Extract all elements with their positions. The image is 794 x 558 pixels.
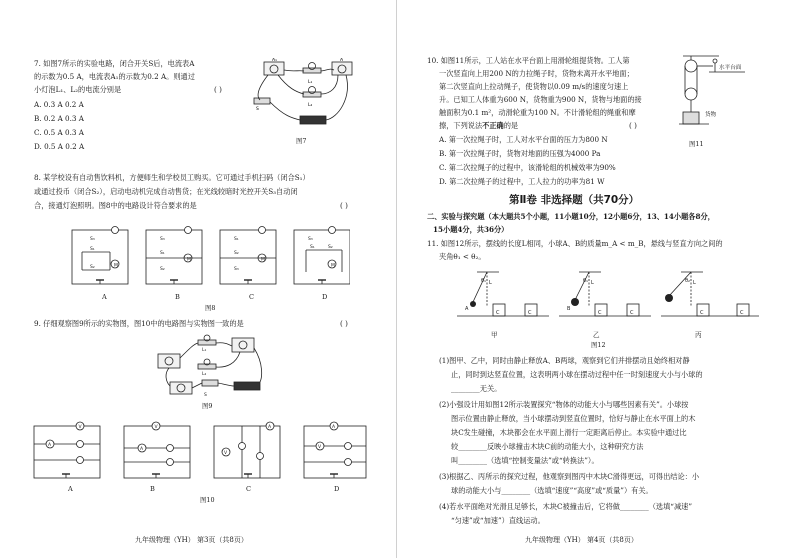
figure-10-circuits bbox=[30, 420, 370, 486]
figure-7-caption: 图7 bbox=[296, 137, 307, 145]
svg-text:L₁: L₁ bbox=[202, 348, 207, 353]
svg-text:C: C bbox=[496, 310, 500, 316]
q11-stem-line-2: 夹角θ₁ < θ₂。 bbox=[439, 252, 486, 261]
q11-part4-line-2: “匀速”或“加速”）直线运动。 bbox=[451, 516, 545, 525]
q11-part1-line-2: 止，同时到达竖直位置，这表明两小球在摆动过程中任一时刻速度大小与小球的 bbox=[451, 370, 703, 379]
q7-option-d: D. 0.5 A 0.2 A bbox=[34, 142, 85, 151]
svg-text:S₂: S₂ bbox=[90, 265, 95, 270]
figure-11-caption: 图11 bbox=[689, 140, 704, 148]
figure-10-caption: 图10 bbox=[200, 496, 215, 504]
figure-10-label-a: A bbox=[68, 485, 73, 493]
right-page bbox=[397, 0, 794, 558]
svg-text:A: A bbox=[268, 425, 272, 430]
figure-8-circuits bbox=[70, 224, 350, 294]
figure-12-label-yi: 乙 bbox=[593, 331, 600, 339]
svg-text:S₃: S₃ bbox=[160, 237, 165, 242]
figure-9-circuit bbox=[150, 334, 270, 402]
figure-8-label-d: D bbox=[322, 293, 328, 301]
figure-8-caption: 图8 bbox=[205, 304, 216, 312]
svg-text:C: C bbox=[598, 310, 602, 316]
q7-stem-line-1: 7. 如图7所示的实验电路，闭合开关S后，电流表A bbox=[34, 59, 195, 68]
svg-text:L: L bbox=[489, 280, 492, 286]
svg-text:S₃: S₃ bbox=[308, 237, 313, 242]
q11-part2-line-5: 叫________（选填“控制变量法”或“转换法”）。 bbox=[451, 456, 599, 465]
q11-part1-line-1: (1)图甲、乙中，同时由静止释放A、B两球，观察到它们并排摆动且始终相对静 bbox=[439, 356, 690, 365]
q10-stem-line-2: 一次竖直向上用200 N的力拉绳子时，货物未离开水平地面； bbox=[439, 69, 634, 78]
svg-text:A: A bbox=[465, 306, 469, 312]
figure-10-label-b: B bbox=[150, 485, 155, 493]
figure-12-caption: 图12 bbox=[591, 341, 606, 349]
q10-option-c: C. 第二次拉绳子的过程中，该滑轮组的机械效率为90% bbox=[439, 163, 616, 172]
figure-10-label-c: C bbox=[246, 485, 252, 493]
q10-stem-line-1: 10. 如图11所示，工人站在水平台面上用滑轮组提货物。工人第 bbox=[427, 56, 630, 65]
svg-text:S₂: S₂ bbox=[234, 251, 239, 256]
q11-stem-line-1: 11. 如图12所示，摆线的长度L相同，小球A、B的质量m_A < m_B，悬线与竖直方向之间的 bbox=[427, 239, 723, 248]
figure-10-label-d: D bbox=[334, 485, 340, 493]
svg-text:S₁: S₁ bbox=[310, 245, 315, 250]
q8-stem-line-3: 合，接通灯泡照明。图8中的电路设计符合要求的是 bbox=[34, 201, 197, 210]
part-2-desc: （本大题共5个小题，11小题10分，12小题6分，13、14小题各8分， bbox=[484, 212, 715, 221]
q11-part2-line-2: 图示位置由静止释放，当小球摆动到竖直位置时，恰好与静止在水平面上的木 bbox=[451, 414, 696, 423]
q7-stem-line-3: 小灯泡L₁、L₂的电流分别是 bbox=[34, 85, 122, 94]
q10-stem-line-3: 第二次竖直向上拉动绳子，使货物以0.09 m/s的速度匀速上 bbox=[439, 82, 629, 91]
svg-text:S₁: S₁ bbox=[160, 251, 165, 256]
q8-stem-line-2: 或通过投币（闭合S₂），启动电动机完成自动售货；在光线较暗时光控开关S₃自动闭 bbox=[34, 187, 298, 196]
section-2-title: 第Ⅱ卷 非选择题（共70分） bbox=[509, 194, 640, 206]
q7-stem-line-2: 的示数为0.5 A，电流表A₁的示数为0.2 A。则通过 bbox=[34, 72, 195, 81]
svg-text:V: V bbox=[154, 425, 158, 430]
figure-7-circuit bbox=[248, 58, 360, 136]
svg-text:θ₁: θ₁ bbox=[583, 278, 589, 284]
figure-8-label-b: B bbox=[175, 293, 180, 301]
svg-text:L₁: L₁ bbox=[308, 80, 313, 85]
svg-text:C: C bbox=[740, 310, 744, 316]
svg-text:S₃: S₃ bbox=[90, 237, 95, 242]
svg-text:A: A bbox=[340, 58, 344, 63]
q10-stem-line-6 bbox=[439, 120, 518, 131]
figure-11-goods-label: 货物 bbox=[705, 112, 717, 118]
q7-answer-bracket: ( ) bbox=[214, 85, 222, 94]
q11-part4-line-1: (4)若水平面绝对光滑且足够长，木块C被撞击后，它将做________（选填“减速” bbox=[439, 502, 693, 511]
svg-text:B: B bbox=[567, 306, 571, 312]
svg-text:S₁: S₁ bbox=[234, 237, 239, 242]
svg-text:S₂: S₂ bbox=[328, 245, 333, 250]
part-2-title: 二、实验与探究题 bbox=[427, 212, 485, 221]
part-2-header-line-2: 15小题4分，共36分） bbox=[433, 225, 509, 234]
svg-text:A₁: A₁ bbox=[272, 58, 277, 63]
q7-option-a: A. 0.3 A 0.2 A bbox=[34, 100, 84, 109]
svg-text:A: A bbox=[48, 443, 52, 448]
q11-part1-line-3: ________无关。 bbox=[451, 384, 502, 393]
svg-text:L: L bbox=[591, 280, 594, 286]
svg-text:V: V bbox=[224, 451, 228, 456]
q8-answer-bracket: ( ) bbox=[340, 201, 348, 210]
q10-stem-emphasis: 不正确 bbox=[482, 121, 504, 130]
svg-text:C: C bbox=[630, 310, 634, 316]
q10-option-d: D. 第二次拉绳子的过程中，工人拉力的功率为81 W bbox=[439, 177, 605, 186]
part-2-header-line-1 bbox=[427, 211, 715, 222]
svg-text:A: A bbox=[140, 447, 144, 452]
svg-text:M: M bbox=[114, 263, 118, 269]
q10-stem-line-5: 触面积为0.1 m²，动滑轮重为100 N。不计滑轮组的绳重和摩 bbox=[439, 108, 636, 117]
svg-text:L₂: L₂ bbox=[308, 103, 313, 108]
svg-text:V: V bbox=[318, 445, 322, 450]
q9-stem: 9. 仔细观察图9所示的实物图，图10中的电路图与实物图一致的是 bbox=[34, 319, 244, 328]
svg-text:A: A bbox=[332, 425, 336, 430]
svg-text:C: C bbox=[528, 310, 532, 316]
svg-text:M: M bbox=[261, 257, 265, 263]
figure-9-caption: 图9 bbox=[202, 402, 213, 410]
svg-text:θ₁: θ₁ bbox=[481, 278, 487, 284]
svg-text:S₂: S₂ bbox=[160, 267, 165, 272]
figure-12-pendulums bbox=[437, 268, 763, 330]
figure-11-platform-label: 水平台面 bbox=[719, 65, 742, 71]
svg-text:S₁: S₁ bbox=[90, 247, 95, 252]
q9-answer-bracket: ( ) bbox=[340, 319, 348, 328]
svg-text:L₂: L₂ bbox=[202, 372, 207, 377]
q11-part2-line-3: 块C发生碰撞，木块都会在水平面上滑行一定距离后停止。本实验中通过比 bbox=[451, 428, 687, 437]
q10-option-a: A. 第一次拉绳子时，工人对水平台面的压力为800 N bbox=[439, 135, 608, 144]
figure-12-label-jia: 甲 bbox=[491, 331, 498, 339]
svg-text:C: C bbox=[700, 310, 704, 316]
svg-text:M: M bbox=[187, 257, 191, 263]
right-page-footer: 九年级物理（YH） 第4页（共8页） bbox=[525, 536, 638, 545]
q10-stem-suffix: 的是 bbox=[503, 121, 519, 130]
figure-8-label-a: A bbox=[102, 293, 107, 301]
figure-12-label-bing: 丙 bbox=[695, 331, 702, 339]
figure-8-label-c: C bbox=[249, 293, 255, 301]
svg-text:V: V bbox=[78, 425, 82, 430]
q8-stem-line-1: 8. 某学校设有自动售饮料机，方便师生和学校员工购买。它可通过手机扫码（闭合S₁） bbox=[34, 173, 310, 182]
q10-stem-prefix: 擦，下列说法 bbox=[439, 121, 483, 130]
q11-part3-line-1: (3)根据乙、丙所示的探究过程，他观察到图丙中木块C滑得更远，可得出结论：小 bbox=[439, 472, 700, 481]
svg-text:S₃: S₃ bbox=[234, 267, 239, 272]
svg-text:S: S bbox=[204, 393, 207, 398]
q7-option-c: C. 0.5 A 0.3 A bbox=[34, 128, 84, 137]
q10-stem-line-4: 升。已知工人体重为600 N，货物重为900 N，货物与地面的接 bbox=[439, 95, 642, 104]
q10-answer-bracket: ( ) bbox=[629, 121, 637, 130]
left-page-footer: 九年级物理（YH） 第3页（共8页） bbox=[135, 536, 248, 545]
svg-text:M: M bbox=[331, 263, 335, 269]
q10-option-b: B. 第一次拉绳子时，货物对地面的压强为4000 Pa bbox=[439, 149, 601, 158]
q11-part2-line-1: (2)小强设计用如图12所示装置探究“物体的动能大小与哪些因素有关”。小球按 bbox=[439, 400, 689, 409]
svg-text:S: S bbox=[256, 107, 259, 112]
svg-text:θ₂: θ₂ bbox=[685, 278, 691, 284]
svg-text:L: L bbox=[693, 280, 696, 286]
q11-part3-line-2: 球的动能大小与________（选填“速度”“高度”或“质量”）有关。 bbox=[451, 486, 653, 495]
q11-part2-line-4: 较________反映小球撞击木块C前的动能大小，这种研究方法 bbox=[451, 442, 644, 451]
q7-option-b: B. 0.2 A 0.3 A bbox=[34, 114, 84, 123]
